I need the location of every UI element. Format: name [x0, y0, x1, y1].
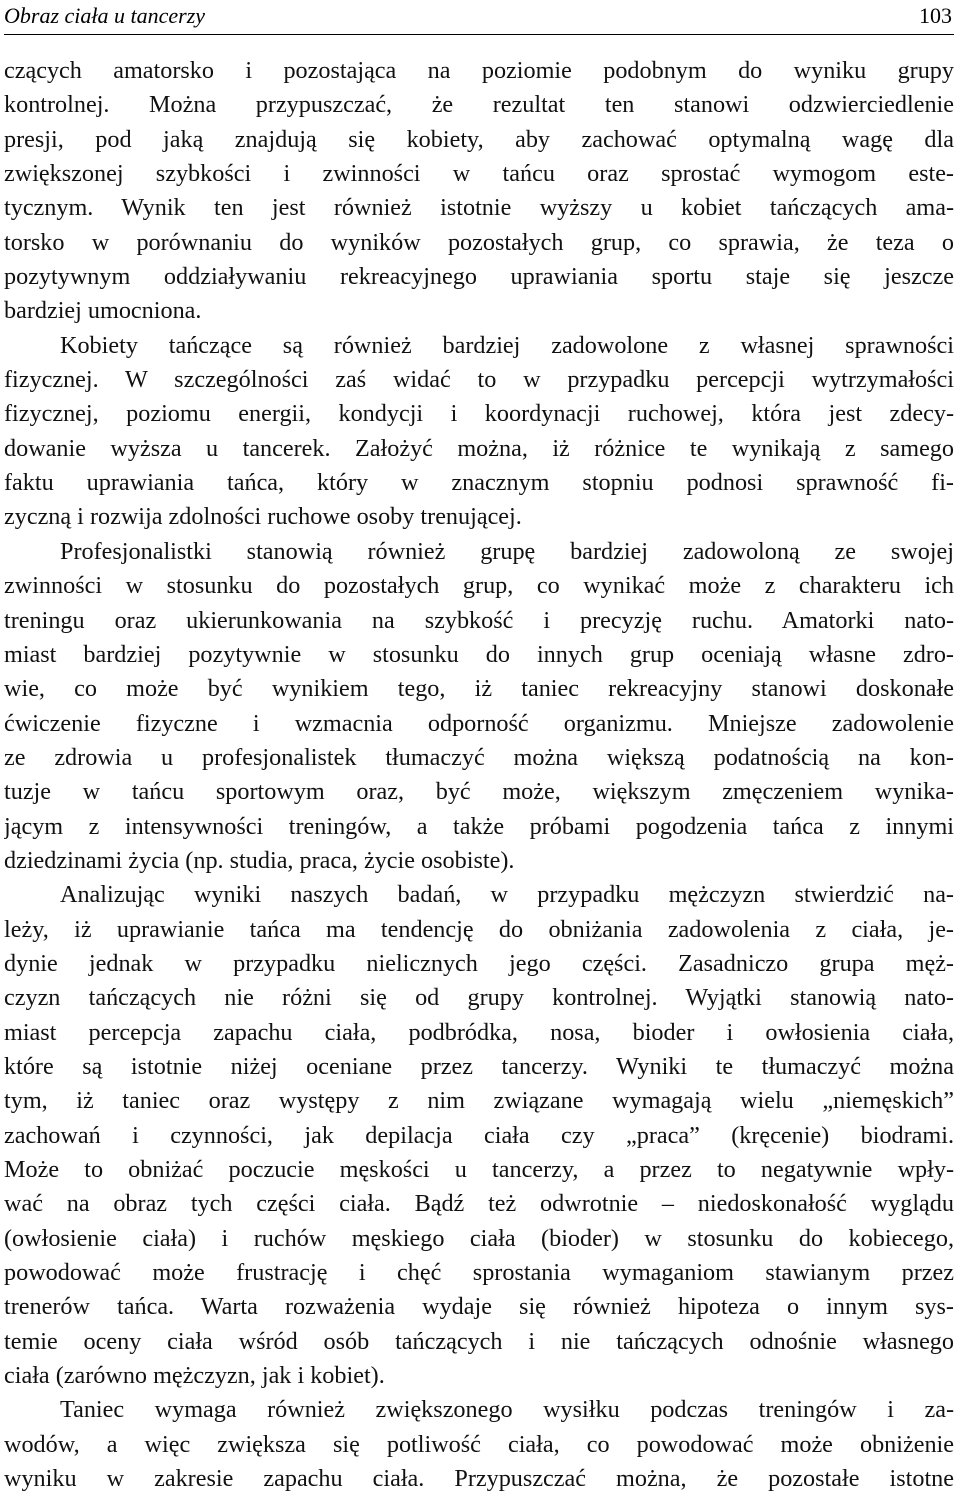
text-line: jącym z intensywności treningów, a także próbami pogodzenia tańca z innymi [4, 812, 954, 840]
text-line: temie oceny ciała wśród osób tańczących i nie tańczących odnośnie własnego [4, 1327, 954, 1355]
text-line: które są istotnie niżej oceniane przez tancerzy. Wyniki te tłumaczyć można [4, 1052, 954, 1080]
text-line: Taniec wymaga również zwiększonego wysiłku podczas treningów i za- [60, 1396, 954, 1424]
text-line: pozytywnym oddziaływaniu rekreacyjnego uprawiania sportu staje się jeszcze [4, 263, 954, 291]
running-header [4, 0, 954, 35]
text-line: dowanie wyższa u tancerek. Założyć można, iż różnice te wynikają z samego [4, 434, 954, 462]
text-line: fizycznej. W szczególności zaś widać to w przypadku percepcji wytrzymałości [4, 366, 954, 394]
text-line: Profesjonalistki stanowią również grupę bardziej zadowoloną ze swojej [60, 537, 954, 565]
body-text [4, 54, 954, 1496]
text-line: dziedzinami życia (np. studia, praca, życie osobiste). [4, 846, 515, 874]
text-line: trenerów tańca. Warta rozważenia wydaje się również hipoteza o innym sys- [4, 1293, 954, 1321]
text-line: ćwiczenie fizyczne i wzmacnia odporność organizmu. Mniejsze zadowolenie [4, 709, 954, 737]
text-line: zyczną i rozwija zdolności ruchowe osoby trenującej. [4, 503, 522, 531]
text-line: wie, co może być wynikiem tego, iż taniec rekreacyjny stanowi doskonałe [4, 675, 954, 703]
text-line: wodów, a więc zwiększa się potliwość ciała, co powodować może obniżenie [4, 1430, 954, 1458]
running-header-title: Obraz ciała u tancerzy [4, 3, 206, 28]
text-line: powodować może frustrację i chęć sprostania wymaganiom stawianym przez [4, 1259, 954, 1287]
text-line: dynie jednak w przypadku nielicznych jego części. Zasadniczo grupa męż- [4, 949, 954, 977]
text-line: zwiększonej szybkości i zwinności w tańcu oraz sprostać wymogom este- [4, 160, 954, 188]
text-line: miast percepcja zapachu ciała, podbródka, nosa, bioder i owłosienia ciała, [4, 1018, 954, 1046]
text-line: treningu oraz ukierunkowania na szybkość i precyzję ruchu. Amatorki nato- [4, 606, 954, 634]
text-line: Kobiety tańczące są również bardziej zadowolone z własnej sprawności [60, 331, 954, 359]
text-line: Może to obniżać poczucie męskości u tancerzy, a przez to negatywnie wpły- [4, 1156, 954, 1183]
text-line: faktu uprawiania tańca, który w znacznym stopniu podnosi sprawność fi- [4, 469, 954, 497]
text-line: bardziej umocniona. [4, 297, 202, 325]
text-line: zachowań i czynności, jak depilacja ciała czy „praca” (kręcenie) biodrami. [4, 1121, 954, 1149]
text-line: Analizując wyniki naszych badań, w przypadku mężczyzn stwierdzić na- [60, 881, 954, 909]
text-line: tycznym. Wynik ten jest również istotnie wyższy u kobiet tańczących ama- [4, 194, 954, 222]
text-line: miast bardziej pozytywnie w stosunku do innych grup oceniają własne zdro- [4, 640, 954, 668]
text-line: czących amatorsko i pozostająca na poziomie podobnym do wyniku grupy [4, 57, 954, 84]
text-line: wać na obraz tych części ciała. Bądź też odwrotnie – niedoskonałość wyglądu [4, 1190, 954, 1218]
text-line: torsko w porównaniu do wyników pozostałych grup, co sprawia, że teza o [4, 228, 954, 256]
text-line: tuzje w tańcu sportowym oraz, być może, większym zmęczeniem wynika- [4, 778, 954, 806]
text-line: tym, iż taniec oraz występy z nim związane wymagają wielu „niemęskich” [4, 1087, 954, 1115]
text-line: presji, pod jaką znajdują się kobiety, aby zachować optymalną wagę dla [4, 125, 954, 153]
text-line: leży, iż uprawianie tańca ma tendencję do obniżania zadowolenia z ciała, je- [4, 915, 954, 943]
text-line: (owłosienie ciała) i ruchów męskiego ciała (bioder) w stosunku do kobiecego, [4, 1224, 954, 1252]
text-line: fizycznej, poziomu energii, kondycji i koordynacji ruchowej, która jest zdecy- [4, 400, 954, 428]
text-line: kontrolnej. Można przypuszczać, że rezultat ten stanowi odzwierciedlenie [4, 91, 954, 119]
text-line: ciała (zarówno mężczyzn, jak i kobiet). [4, 1362, 385, 1390]
text-line: czyzn tańczących nie różni się od grupy kontrolnej. Wyjątki stanowią nato- [4, 984, 954, 1012]
text-line: ze zdrowia u profesjonalistek tłumaczyć można większą podatnością na kon- [4, 743, 954, 771]
text-line: wyniku w zakresie zapachu ciała. Przypuszczać można, że pozostałe istotne [4, 1465, 954, 1493]
text-line: zwinności w stosunku do pozostałych grup, co wynikać może z charakteru ich [4, 572, 954, 600]
page-number: 103 [919, 3, 952, 28]
